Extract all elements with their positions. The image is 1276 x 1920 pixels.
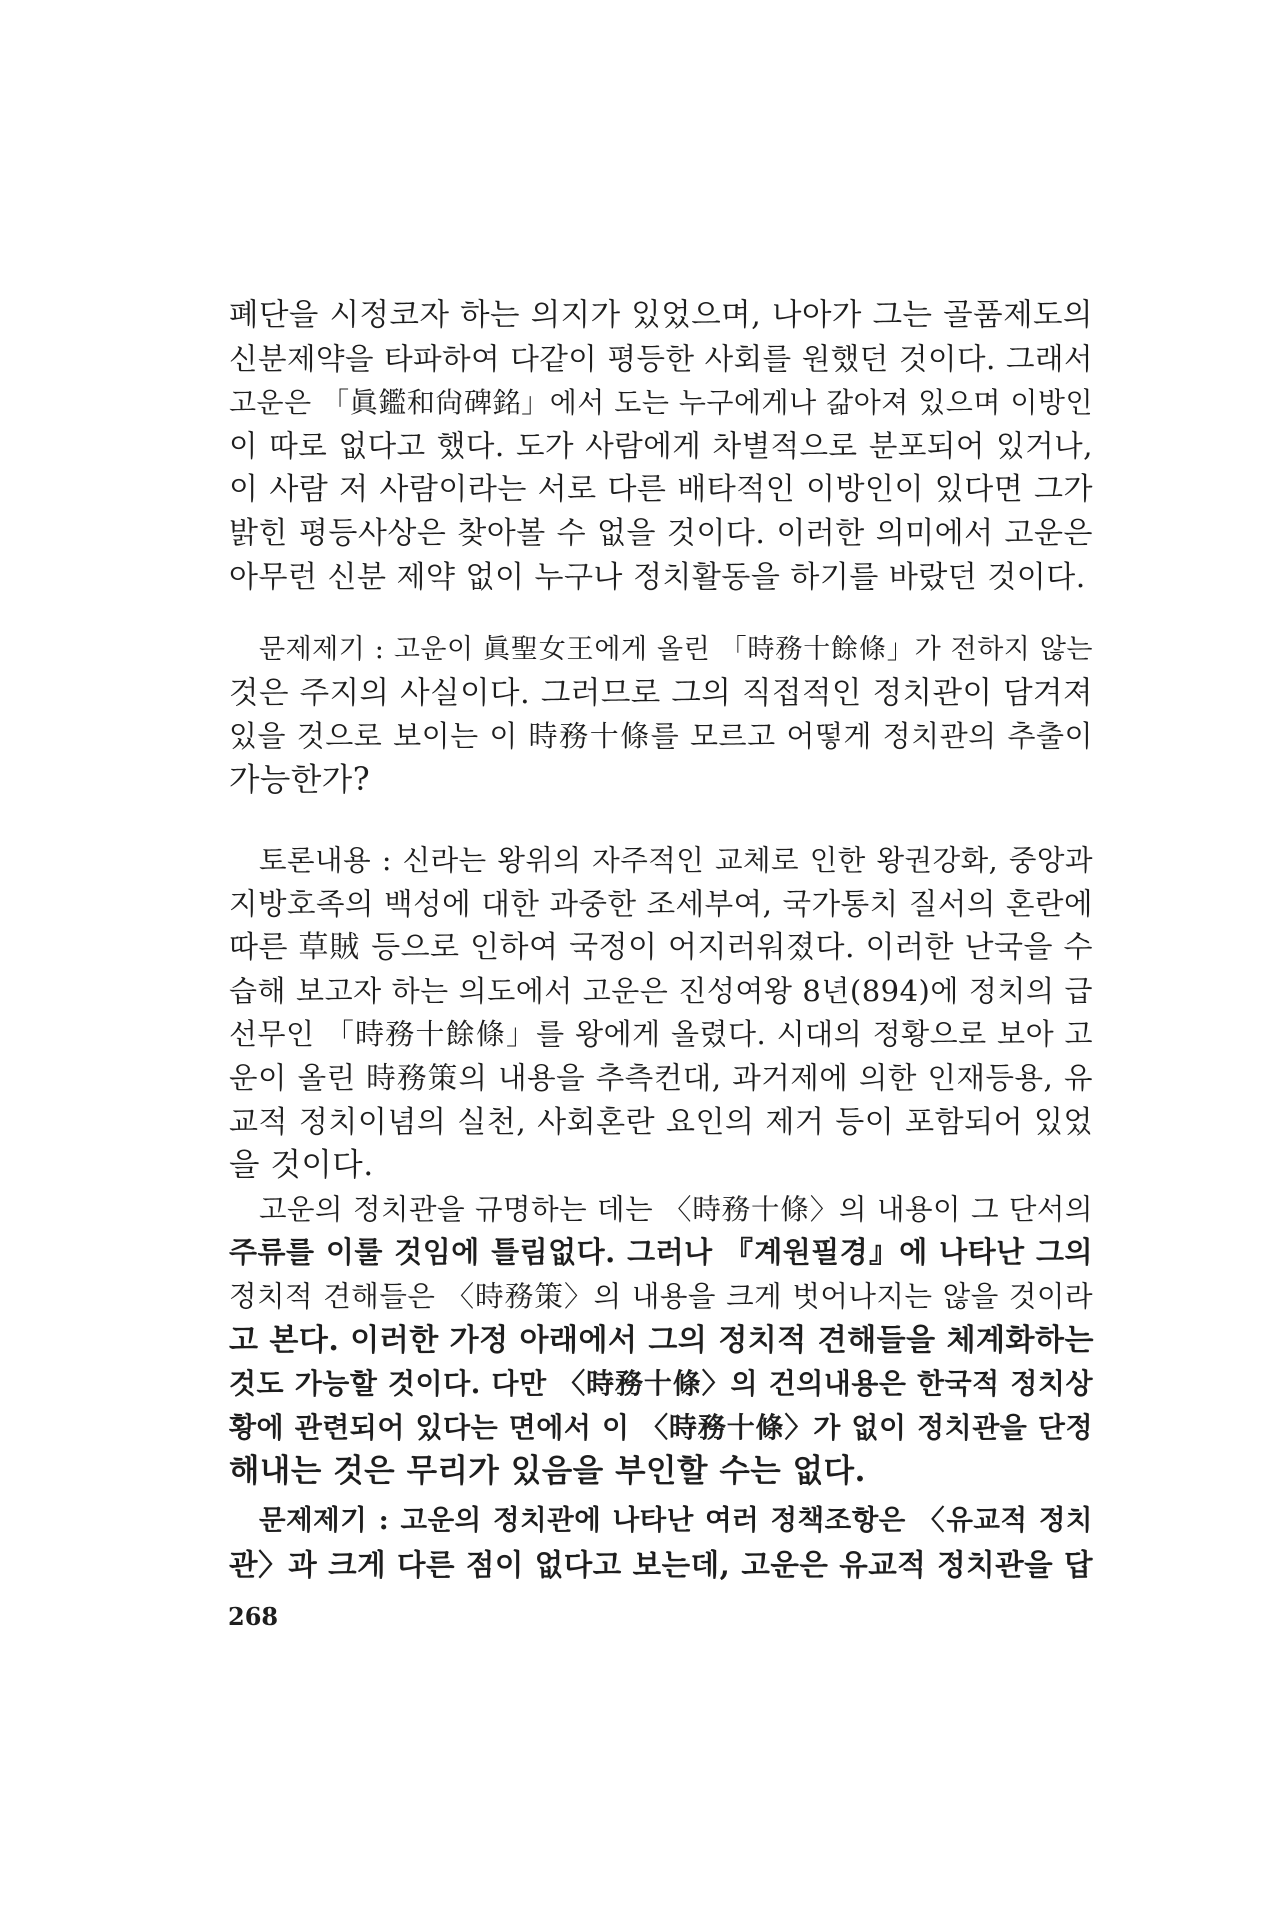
text-line: 문제제기 : 고운의 정치관에 나타난 여러 정책조항은 〈유교적 정치 xyxy=(259,1504,1093,1536)
text-line: 해내는 것은 무리가 있음을 부인할 수는 없다. xyxy=(229,1452,866,1490)
text-line: 교적 정치이념의 실천, 사회혼란 요인의 제거 등이 포함되어 있었 xyxy=(229,1104,1093,1140)
text-line: 토론내용 : 신라는 왕위의 자주적인 교체로 인한 왕권강화, 중앙과 xyxy=(259,844,1093,877)
text-line: 신분제약을 타파하여 다같이 평등한 사회를 원했던 것이다. 그래서 xyxy=(229,341,1093,376)
text-line: 관〉과 크게 다른 점이 없다고 보는데, 고운은 유교적 정치관을 답 xyxy=(229,1546,1093,1582)
text-line: 것도 가능할 것이다. 다만 〈時務十條〉의 건의내용은 한국적 정치상 xyxy=(229,1367,1093,1401)
text-line: 고운은 「眞鑑和尙碑銘」에서 도는 누구에게나 갊아져 있으며 이방인 xyxy=(229,386,1093,420)
text-line: 이 사람 저 사람이라는 서로 다른 배타적인 이방인이 있다면 그가 xyxy=(229,472,1093,508)
text-line: 이 따로 없다고 했다. 도가 사람에게 차별적으로 분포되어 있거나, xyxy=(229,428,1093,463)
paragraph-question-2 xyxy=(229,1499,1093,1586)
paragraph-equality xyxy=(229,294,1093,599)
paragraph-question-1 xyxy=(229,628,1093,802)
text-line: 있을 것으로 보이는 이 時務十條를 모르고 어떻게 정치관의 추출이 xyxy=(229,719,1093,754)
text-line: 밝힌 평등사상은 찾아볼 수 없을 것이다. 이러한 의미에서 고운은 xyxy=(229,515,1093,551)
text-line: 고 본다. 이러한 가정 아래에서 그의 정치적 견해들을 체계화하는 xyxy=(229,1322,1094,1358)
text-line: 문제제기 : 고운이 眞聖女王에게 올린 「時務十餘條」가 전하지 않는 xyxy=(259,634,1093,665)
text-line: 선무인 「時務十餘條」를 왕에게 올렸다. 시대의 정황으로 보아 고 xyxy=(229,1017,1093,1052)
text-line: 지방호족의 백성에 대한 과중한 조세부여, 국가통치 질서의 혼란에 xyxy=(229,886,1093,921)
text-line: 주류를 이룰 것임에 틀림없다. 그러나 『계원필경』에 나타난 그의 xyxy=(229,1235,1093,1270)
text-line: 것은 주지의 사실이다. 그러므로 그의 직접적인 정치관이 담겨져 xyxy=(229,675,1093,711)
text-line: 가능한가? xyxy=(229,761,371,798)
text-line: 정치적 견해들은 〈時務策〉의 내용을 크게 벗어나지는 않을 것이라 xyxy=(229,1279,1093,1313)
text-line: 아무런 신분 제약 없이 누구나 정치활동을 하기를 바랐던 것이다. xyxy=(229,559,1086,595)
text-line: 습해 보고자 하는 의도에서 고운은 진성여왕 8년(894)에 정치의 급 xyxy=(229,973,1093,1008)
text-line: 운이 올린 時務策의 내용을 추측컨대, 과거제에 의한 인재등용, 유 xyxy=(229,1060,1093,1095)
text-line: 따른 草賊 등으로 인하여 국정이 어지러워졌다. 이러한 난국을 수 xyxy=(229,930,1093,966)
text-line: 폐단을 시정코자 하는 의지가 있었으며, 나아가 그는 골품제도의 xyxy=(229,298,1093,333)
page-number: 268 xyxy=(228,1602,279,1631)
text-line: 고운의 정치관을 규명하는 데는 〈時務十條〉의 내용이 그 단서의 xyxy=(259,1192,1093,1226)
text-line: 황에 관련되어 있다는 면에서 이 〈時務十條〉가 없이 정치관을 단정 xyxy=(229,1410,1093,1444)
text-line: 을 것이다. xyxy=(229,1147,374,1184)
paragraph-discussion xyxy=(229,839,1093,1493)
